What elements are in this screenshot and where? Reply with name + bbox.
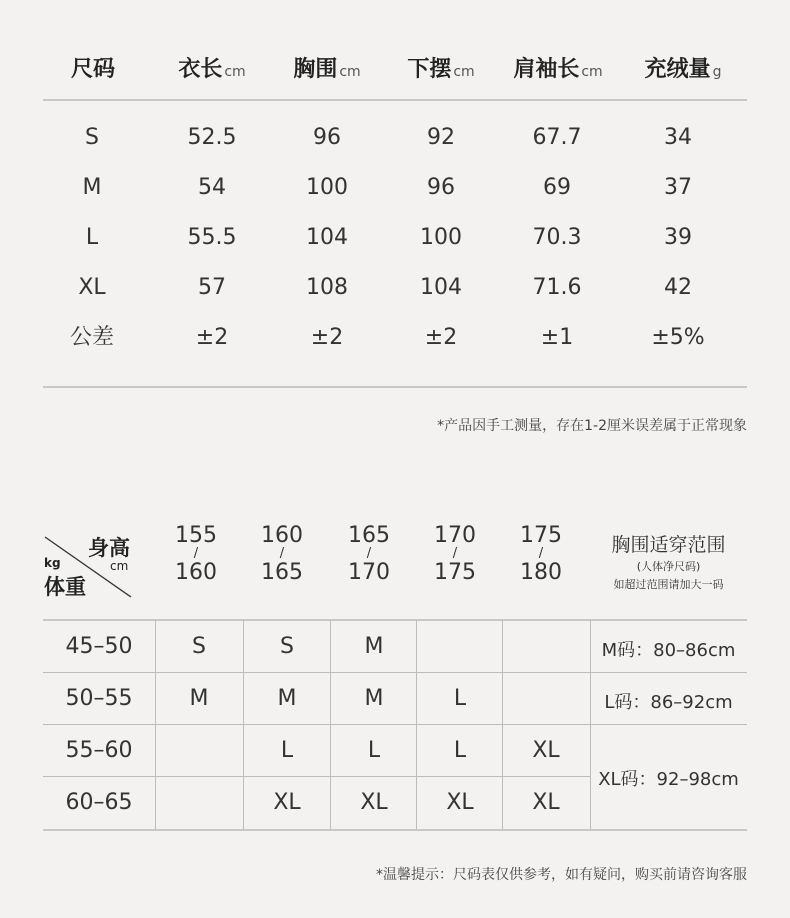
header-sleeve [496,52,620,92]
table-bottom-divider [43,386,747,388]
chest-range-m: M码：80–86cm [601,640,736,661]
header-down-fill [628,52,738,92]
size-value-cell: ±2 [424,325,458,350]
size-value-cell: ±2 [195,325,229,350]
size-value-cell: 108 [306,275,348,300]
size-value-cell: 54 [198,175,226,200]
corner-weight-unit: kg [44,556,61,570]
size-label-cell: 公差 [69,325,114,350]
size-value-cell: 57 [198,275,226,300]
size-label-cell: M [82,175,102,200]
corner-height-label: 身高 [88,536,130,560]
header-label: 肩袖长 [513,57,580,82]
corner-weight-label: 体重 [44,575,86,599]
weight-range-cell: 45–50 [65,634,133,659]
recommended-size-cell [416,621,504,673]
header-label: 衣长 [178,57,223,82]
measurement-note: *产品因手工测量，存在1-2厘米误差属于正常现象 [437,418,747,434]
recommended-size-cell: XL [532,790,560,815]
header-chest [272,52,382,92]
recommended-size-cell: S [192,634,206,659]
height-range-header [156,524,236,584]
recommended-size-cell: XL [273,790,301,815]
height-to: 160 [175,560,217,585]
chest-range-l: L码：86–92cm [604,692,733,713]
size-value-cell: 34 [664,125,692,150]
size-value-cell: 52.5 [187,125,237,150]
height-sep: / [366,546,372,561]
chest-range-hint: 如超过范围请加大一码 [613,578,724,591]
header-label: 下摆 [407,57,452,82]
header-unit: cm [581,64,603,80]
height-sep: / [452,546,458,561]
height-from: 160 [261,523,303,548]
size-value-cell: ±5% [651,325,705,350]
recommended-size-cell: M [277,686,297,711]
header-label: 胸围 [293,57,338,82]
chest-range-sub: (人体净尺码) [636,560,701,573]
size-value-cell: 55.5 [187,225,237,250]
size-value-cell: 39 [664,225,692,250]
recommended-size-cell: L [453,738,467,763]
size-label-cell: XL [78,275,106,300]
recommended-size-cell: XL [532,738,560,763]
height-range-header [329,524,409,584]
size-value-cell: 100 [420,225,462,250]
corner-height-unit: cm [110,559,129,573]
header-unit: g [712,64,722,80]
height-range-header [415,524,495,584]
header-unit: cm [453,64,475,80]
size-value-cell: 69 [543,175,571,200]
recommended-size-cell: M [189,686,209,711]
height-sep: / [538,546,544,561]
size-tip-note: *温馨提示：尺码表仅供参考，如有疑问，购买前请咨询客服 [376,867,747,883]
height-sep: / [193,546,199,561]
recommended-size-cell: M [364,634,384,659]
size-value-cell: 67.7 [532,125,582,150]
size-value-cell: ±2 [310,325,344,350]
size-label-cell: L [85,225,99,250]
recommended-size-cell: L [280,738,294,763]
size-value-cell: 70.3 [532,225,582,250]
size-value-cell: 100 [306,175,348,200]
height-to: 170 [348,560,390,585]
recommended-size-cell [502,673,590,725]
height-to: 175 [434,560,476,585]
fit-bottom-rule [43,829,747,831]
weight-range-cell: 60–65 [65,790,133,815]
size-value-cell: 37 [664,175,692,200]
size-value-cell: 42 [664,275,692,300]
height-to: 165 [261,560,303,585]
header-length [157,52,267,92]
size-value-cell: 104 [306,225,348,250]
height-from: 175 [520,523,562,548]
recommended-size-cell [502,621,590,673]
height-sep: / [279,546,285,561]
chest-range-title: 胸围适穿范围 [611,534,726,556]
height-from: 155 [175,523,217,548]
recommended-size-cell: M [364,686,384,711]
size-value-cell: 104 [420,275,462,300]
recommended-size-cell: L [367,738,381,763]
recommended-size-cell: XL [360,790,388,815]
header-unit: cm [224,64,246,80]
height-from: 165 [348,523,390,548]
size-value-cell: ±1 [540,325,574,350]
size-value-cell: 96 [313,125,341,150]
height-from: 170 [434,523,476,548]
recommended-size-cell [155,777,243,829]
size-value-cell: 92 [427,125,455,150]
header-hem [386,52,496,92]
header-divider [43,99,747,101]
height-to: 180 [520,560,562,585]
weight-range-cell: 50–55 [65,686,133,711]
header-unit: cm [339,64,361,80]
recommended-size-cell: XL [446,790,474,815]
recommended-size-cell [155,725,243,777]
height-range-header [242,524,322,584]
header-label: 充绒量 [644,57,711,82]
recommended-size-cell: S [280,634,294,659]
chest-range-xl: XL码：92–98cm [598,769,739,790]
size-value-cell: 71.6 [532,275,582,300]
weight-range-cell: 55–60 [65,738,133,763]
size-value-cell: 96 [427,175,455,200]
size-label-cell: S [85,125,99,150]
header-size [43,52,143,92]
height-range-header [501,524,581,584]
header-label: 尺码 [70,57,115,82]
recommended-size-cell: L [453,686,467,711]
